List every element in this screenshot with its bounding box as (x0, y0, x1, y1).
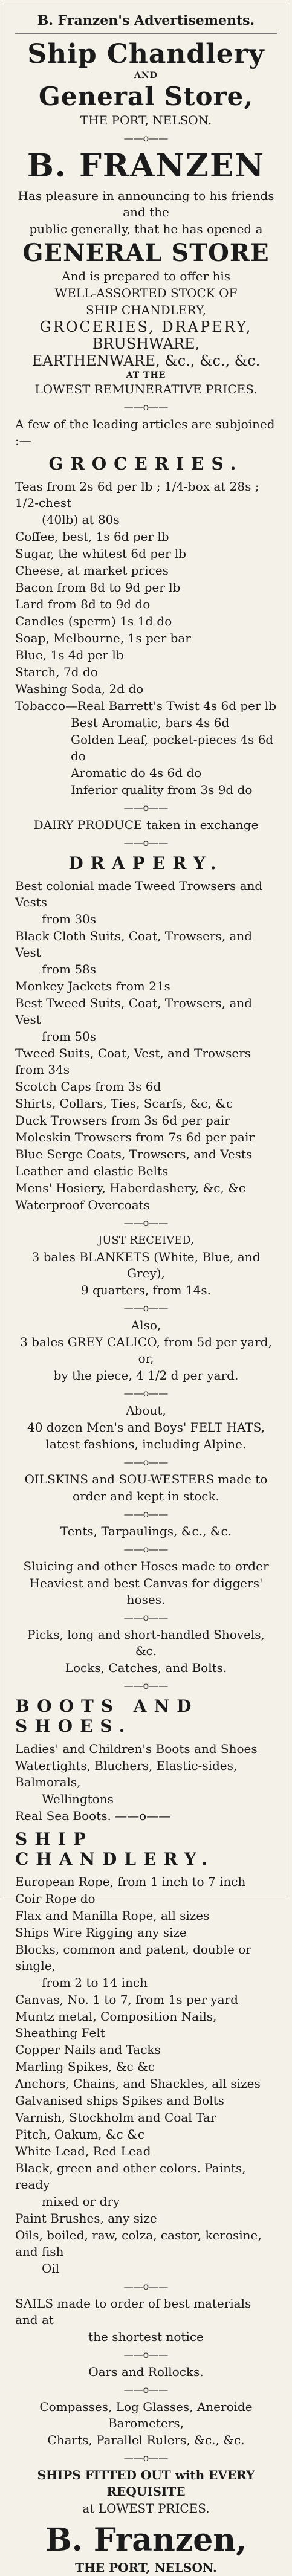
ship-chandlery-section-heading: SHIP CHANDLERY. (15, 1829, 215, 1869)
hoses-line: Sluicing and other Hoses made to order (23, 1559, 269, 1574)
chandlery-item: Ships Wire Rigging any size (15, 1925, 187, 1940)
grocery-item: Inferior quality from 3s 9d do (71, 783, 253, 797)
chandlery-item: Marling Spikes, &c &c (15, 2059, 155, 2074)
separator: ——o—— (123, 1508, 169, 1520)
grocery-item: Aromatic do 4s 6d do (71, 766, 202, 780)
drapery-item: from 30s (42, 912, 97, 926)
chandlery-item: from 2 to 14 inch (42, 1975, 148, 1990)
grocery-item: (40lb) at 80s (42, 512, 120, 527)
chandlery-item: Paint Brushes, any size (15, 2211, 157, 2226)
separator: ——o—— (123, 1302, 169, 1314)
grocery-item: Golden Leaf, pocket-pieces 4s 6d do (71, 732, 274, 763)
sails-line: SAILS made to order of best materials and at (15, 2296, 251, 2327)
grocery-item: Washing Soda, 2d do (15, 682, 144, 696)
separator: ——o—— (123, 2452, 169, 2464)
chandlery-item: European Rope, from 1 inch to 7 inch (15, 1874, 246, 1889)
and-heading: AND (134, 71, 158, 80)
drapery-item: from 50s (42, 1029, 97, 1044)
drapery-item: Moleskin Trowsers from 7s 6d per pair (15, 1130, 255, 1144)
separator: ——o—— (123, 132, 169, 144)
chandlery-item: Galvanised ships Spikes and Bolts (15, 2093, 224, 2108)
intro-line: Has pleasure in announcing to his friends and the (18, 189, 274, 219)
grocery-item: Soap, Melbourne, 1s per bar (15, 631, 191, 645)
drapery-item: Waterproof Overcoats (15, 1198, 150, 1212)
just-received-label: JUST RECEIVED, (98, 1234, 194, 1247)
drapery-item: Scotch Caps from 3s 6d (15, 1079, 161, 1094)
grocery-item: Coffee, best, 1s 6d per lb (15, 529, 169, 544)
chandlery-item: mixed or dry (42, 2194, 120, 2209)
hoses-line: Heaviest and best Canvas for diggers' hoses. (29, 1576, 263, 1607)
separator: ——o—— (123, 2384, 169, 2395)
separator: ——o—— (123, 1217, 169, 1228)
chandlery-item: Canvas, No. 1 to 7, from 1s per yard (15, 1992, 238, 2007)
boots-item: Real Sea Boots. ——o—— (15, 1809, 171, 1823)
general-store-heading: General Store, (39, 82, 253, 111)
general-store-subheading: GENERAL STORE (22, 239, 270, 267)
boots-item: Wellingtons (42, 1792, 114, 1806)
chandlery-item: Coir Rope do (15, 1891, 96, 1906)
chandlery-item: Oil (42, 2261, 60, 2276)
page-title: B. Franzen's Advertisements. (37, 13, 255, 28)
chandlery-item: Black, green and other colors. Paints, ready (15, 2161, 246, 2192)
drapery-item: Best Tweed Suits, Coat, Trowsers, and Vest (15, 996, 253, 1027)
chandlery-item: Flax and Manilla Rope, all sizes (15, 1908, 210, 1923)
grocery-item: Teas from 2s 6d per lb ; 1/4-box at 28s ; 1/2-chest (15, 479, 259, 510)
grocery-item: Blue, 1s 4d per lb (15, 648, 124, 662)
hats-line: 40 dozen Men's and Boys' FELT HATS, (27, 1420, 265, 1435)
groceries-heading: GROCERIES. (48, 454, 244, 474)
prepared-line: WELL-ASSORTED STOCK OF (54, 286, 238, 300)
tents-line: Tents, Tarpaulings, &c., &c. (60, 1524, 232, 1538)
oilskins-line: OILSKINS and SOU-WESTERS made to (24, 1472, 268, 1487)
grocery-item: Tobacco—Real Barrett's Twist 4s 6d per lb (15, 699, 277, 713)
grocery-item: Lard from 8d to 9d do (15, 597, 151, 612)
blankets-line: 9 quarters, from 14s. (80, 1283, 212, 1297)
chandlery-item: Varnish, Stockholm and Coal Tar (15, 2110, 216, 2125)
prepared-line: And is prepared to offer his (62, 269, 230, 283)
grocery-item: Starch, 7d do (15, 665, 98, 679)
chandlery-item: Oils, boiled, raw, colza, castor, kerosine, and fish (15, 2228, 262, 2259)
drapery-item: Leather and elastic Belts (15, 1164, 169, 1178)
drapery-item: from 58s (42, 962, 97, 976)
separator: ——o—— (123, 2281, 169, 2292)
merchant-logo: B. FRANZEN (27, 147, 265, 184)
drapery-item: Best colonial made Tweed Trowsers and Vests (15, 879, 263, 909)
separator: ——o—— (123, 1387, 169, 1399)
at-the-label: AT THE (126, 370, 166, 380)
divider (15, 33, 277, 34)
chandlery-item: Anchors, Chains, and Shackles, all sizes (15, 2076, 261, 2091)
prepared-line: EARTHENWARE, &c., &c., &c. (31, 352, 261, 369)
grocery-item: Sugar, the whitest 6d per lb (15, 546, 187, 561)
prepared-line: SHIP CHANDLERY, (86, 303, 206, 317)
footer-location: THE PORT, NELSON. (75, 2560, 217, 2575)
location: THE PORT, NELSON. (80, 113, 212, 128)
grocery-item: Cheese, at market prices (15, 563, 169, 578)
chandlery-item: Blocks, common and patent, double or single, (15, 1942, 251, 1973)
drapery-item: Blue Serge Coats, Trowsers, and Vests (15, 1147, 253, 1161)
footer-logo: B. Franzen, (45, 2522, 247, 2558)
drapery-item: Monkey Jackets from 21s (15, 979, 170, 993)
sails-line: the shortest notice (88, 2329, 204, 2344)
picks-line: Picks, long and short-handled Shovels, &c. (27, 1627, 265, 1658)
boots-heading: BOOTS AND SHOES. (15, 1696, 199, 1736)
ship-chandlery-heading: Ship Chandlery (27, 39, 265, 69)
oilskins-line: order and kept in stock. (73, 1489, 219, 1503)
chandlery-item: White Lead, Red Lead (15, 2144, 151, 2158)
blankets-line: 3 bales BLANKETS (White, Blue, and Grey), (31, 1250, 261, 1280)
chandlery-item: Copper Nails and Tacks (15, 2042, 161, 2057)
separator: ——o—— (123, 1680, 169, 1691)
grocery-item: Bacon from 8d to 9d per lb (15, 580, 181, 595)
prepared-line: GROCERIES, DRAPERY, (39, 318, 253, 335)
separator: ——o—— (123, 802, 169, 813)
groceries-intro: A few of the leading articles are subjoined :— (15, 417, 275, 448)
grocery-item: Candles (sperm) 1s 1d do (15, 614, 172, 628)
compasses-line: Charts, Parallel Rulers, &c., &c. (47, 2433, 245, 2447)
prepared-line: BRUSHWARE, (92, 335, 200, 352)
drapery-item: Shirts, Collars, Ties, Scarfs, &c, &c (15, 1096, 233, 1111)
hats-line: latest fashions, including Alpine. (45, 1437, 247, 1451)
compasses-line: Compasses, Log Glasses, Aneroide Barometers, (39, 2400, 253, 2430)
separator: ——o—— (123, 1456, 169, 1468)
chandlery-item: Muntz metal, Composition Nails, Sheathing Felt (15, 2009, 217, 2040)
grocery-item: Best Aromatic, bars 4s 6d (71, 715, 230, 730)
separator: ——o—— (123, 401, 169, 413)
about-label: About, (126, 1403, 166, 1418)
dairy-produce-line: DAIRY PRODUCE taken in exchange (33, 818, 259, 832)
boots-item: Watertights, Bluchers, Elastic-sides, Balmorals, (15, 1758, 238, 1789)
prices-line: LOWEST REMUNERATIVE PRICES. (34, 382, 258, 396)
also-label: Also, (131, 1318, 161, 1332)
boots-item: Ladies' and Children's Boots and Shoes (15, 1742, 258, 1756)
advertisement-page (4, 4, 288, 2575)
separator: ——o—— (123, 1543, 169, 1555)
separator: ——o—— (123, 837, 169, 848)
calico-line: by the piece, 4 1/2 d per yard. (53, 1368, 239, 1383)
separator: ——o—— (123, 2349, 169, 2360)
chandlery-item: Pitch, Oakum, &c &c (15, 2127, 145, 2142)
fitted-out-line: at LOWEST PRICES. (82, 2501, 210, 2516)
drapery-item: Tweed Suits, Coat, Vest, and Trowsers from 34s (15, 1046, 251, 1077)
fitted-out-line: SHIPS FITTED OUT with EVERY REQUISITE (37, 2468, 255, 2499)
calico-line: 3 bales GREY CALICO, from 5d per yard, or, (20, 1335, 272, 1366)
drapery-item: Mens' Hosiery, Haberdashery, &c, &c (15, 1181, 246, 1195)
drapery-item: Duck Trowsers from 3s 6d per pair (15, 1113, 230, 1128)
separator: ——o—— (123, 1612, 169, 1623)
intro-line: public generally, that he has opened a (29, 222, 263, 236)
picks-line: Locks, Catches, and Bolts. (65, 1661, 227, 1675)
drapery-item: Black Cloth Suits, Coat, Trowsers, and Vest (15, 929, 253, 960)
drapery-heading: DRAPERY. (68, 853, 224, 873)
oars-line: Oars and Rollocks. (88, 2365, 204, 2379)
